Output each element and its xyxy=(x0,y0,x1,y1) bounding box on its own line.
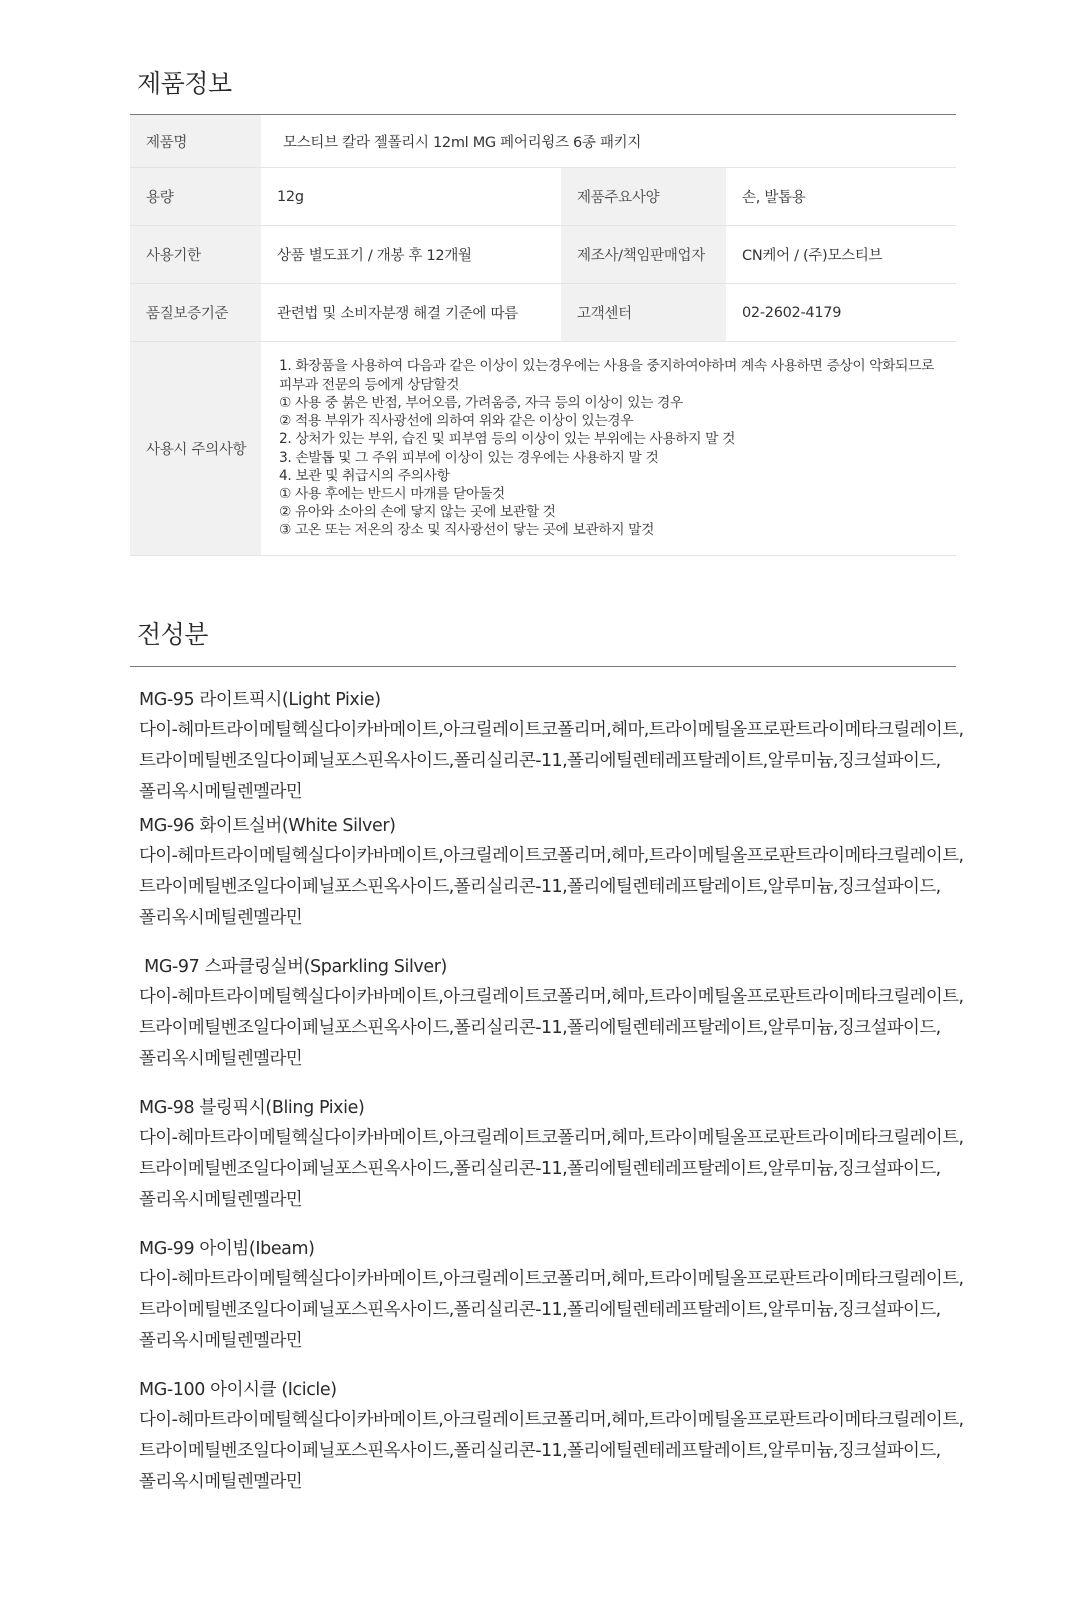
ingredient-line: 트라이메틸벤조일다이페닐포스핀옥사이드,폴리실리콘-11,폴리에틸렌테레프탈레이트,알루미늄,징크설파이드, xyxy=(139,1018,941,1038)
warranty-label: 품질보증기준 xyxy=(130,284,261,342)
expiry-value: 상품 별도표기 / 개봉 후 12개월 xyxy=(261,226,561,284)
ingredients-list xyxy=(139,685,964,1498)
caution-line: ① 사용 중 붉은 반점, 부어오름, 가려움증, 자극 등의 이상이 있는 경우 xyxy=(279,394,683,411)
main-spec-label: 제품주요사양 xyxy=(561,168,726,226)
product-name-row xyxy=(130,115,956,168)
product-variant-name: MG-98 블링픽시(Bling Pixie) xyxy=(139,1098,365,1118)
product-name-value: 모스티브 칼라 젤폴리시 12ml MG 페어리윙즈 6종 패키지 xyxy=(261,115,956,168)
ingredient-line: 트라이메틸벤조일다이페닐포스핀옥사이드,폴리실리콘-11,폴리에틸렌테레프탈레이트,알루미늄,징크설파이드, xyxy=(139,1159,941,1179)
caution-line: ② 적용 부위가 직사광선에 의하여 위와 같은 이상이 있는경우 xyxy=(279,413,634,430)
capacity-value: 12g xyxy=(261,168,561,226)
customer-center-label: 고객센터 xyxy=(561,284,726,342)
caution-line: 3. 손발톱 및 그 주위 피부에 이상이 있는 경우에는 사용하지 말 것 xyxy=(279,449,659,466)
product-name-label: 제품명 xyxy=(130,115,261,168)
ingredient-line: 폴리옥시메틸렌멜라민 xyxy=(139,908,303,928)
ingredient-block-mg95 xyxy=(139,685,964,808)
caution-line: 피부과 전문의 등에게 상담할것 xyxy=(279,376,460,393)
ingredient-line: 폴리옥시메틸렌멜라민 xyxy=(139,1049,303,1069)
caution-text xyxy=(261,342,956,556)
ingredient-line: 폴리옥시메틸렌멜라민 xyxy=(139,1331,303,1351)
expiry-label: 사용기한 xyxy=(130,226,261,284)
ingredient-line: 트라이메틸벤조일다이페닐포스핀옥사이드,폴리실리콘-11,폴리에틸렌테레프탈레이트,알루미늄,징크설파이드, xyxy=(139,1441,941,1461)
caution-line: 4. 보관 및 취급시의 주의사항 xyxy=(279,467,450,484)
caution-line: ① 사용 후에는 반드시 마개를 닫아둘것 xyxy=(279,485,505,502)
ingredient-block-mg99 xyxy=(139,1234,964,1357)
product-variant-name: MG-95 라이트픽시(Light Pixie) xyxy=(139,690,381,710)
manufacturer-label: 제조사/책임판매업자 xyxy=(561,226,726,284)
ingredient-line: 다이-헤마트라이메틸헥실다이카바메이트,아크릴레이트코폴리머,헤마,트라이메틸올프로판트라이메타크릴레이트, xyxy=(139,987,964,1007)
ingredient-block-mg97 xyxy=(139,952,964,1075)
main-spec-value: 손, 발톱용 xyxy=(726,168,956,226)
product-info-title: 제품정보 xyxy=(137,69,232,98)
warranty-row xyxy=(130,284,956,342)
capacity-row xyxy=(130,168,956,226)
warranty-value: 관련법 및 소비자분쟁 해결 기준에 따름 xyxy=(261,284,561,342)
caution-line: ③ 고온 또는 저온의 장소 및 직사광선이 닿는 곳에 보관하지 말것 xyxy=(279,522,655,539)
caution-line: 1. 화장품을 사용하여 다음과 같은 이상이 있는경우에는 사용을 중지하여야하며 계속 사용하면 증상이 악화되므로 xyxy=(279,358,934,375)
ingredient-line: 폴리옥시메틸렌멜라민 xyxy=(139,1190,303,1210)
product-variant-name: MG-97 스파클링실버(Sparkling Silver) xyxy=(139,957,447,977)
expiry-row xyxy=(130,226,956,284)
product-variant-name: MG-96 화이트실버(White Silver) xyxy=(139,816,396,836)
ingredient-line: 폴리옥시메틸렌멜라민 xyxy=(139,782,303,802)
caution-line: ② 유아와 소아의 손에 닿지 않는 곳에 보관할 것 xyxy=(279,504,556,521)
caution-label: 사용시 주의사항 xyxy=(130,342,261,556)
caution-row xyxy=(130,342,956,556)
product-variant-name: MG-100 아이시클 (Icicle) xyxy=(139,1380,337,1400)
capacity-label: 용량 xyxy=(130,168,261,226)
ingredient-line: 트라이메틸벤조일다이페닐포스핀옥사이드,폴리실리콘-11,폴리에틸렌테레프탈레이트,알루미늄,징크설파이드, xyxy=(139,751,941,771)
ingredient-block-mg96 xyxy=(139,811,964,934)
ingredient-block-mg98 xyxy=(139,1093,964,1216)
caution-line: 2. 상처가 있는 부위, 습진 및 피부염 등의 이상이 있는 부위에는 사용하지 말 것 xyxy=(279,431,735,448)
ingredient-line: 다이-헤마트라이메틸헥실다이카바메이트,아크릴레이트코폴리머,헤마,트라이메틸올프로판트라이메타크릴레이트, xyxy=(139,720,964,740)
ingredient-line: 폴리옥시메틸렌멜라민 xyxy=(139,1472,303,1492)
product-variant-name: MG-99 아이빔(Ibeam) xyxy=(139,1239,315,1259)
ingredient-line: 트라이메틸벤조일다이페닐포스핀옥사이드,폴리실리콘-11,폴리에틸렌테레프탈레이트,알루미늄,징크설파이드, xyxy=(139,1300,941,1320)
ingredients-title: 전성분 xyxy=(137,620,208,649)
ingredient-line: 다이-헤마트라이메틸헥실다이카바메이트,아크릴레이트코폴리머,헤마,트라이메틸올프로판트라이메타크릴레이트, xyxy=(139,1128,964,1148)
product-info-table xyxy=(130,115,956,556)
ingredient-line: 다이-헤마트라이메틸헥실다이카바메이트,아크릴레이트코폴리머,헤마,트라이메틸올프로판트라이메타크릴레이트, xyxy=(139,1410,964,1430)
ingredient-block-mg100 xyxy=(139,1375,964,1498)
ingredient-line: 다이-헤마트라이메틸헥실다이카바메이트,아크릴레이트코폴리머,헤마,트라이메틸올프로판트라이메타크릴레이트, xyxy=(139,846,964,866)
ingredient-line: 트라이메틸벤조일다이페닐포스핀옥사이드,폴리실리콘-11,폴리에틸렌테레프탈레이트,알루미늄,징크설파이드, xyxy=(139,877,941,897)
customer-center-phone: 02-2602-4179 xyxy=(726,284,956,342)
ingredients-divider xyxy=(130,666,956,667)
manufacturer-value: CN케어 / (주)모스티브 xyxy=(726,226,956,284)
ingredient-line: 다이-헤마트라이메틸헥실다이카바메이트,아크릴레이트코폴리머,헤마,트라이메틸올프로판트라이메타크릴레이트, xyxy=(139,1269,964,1289)
